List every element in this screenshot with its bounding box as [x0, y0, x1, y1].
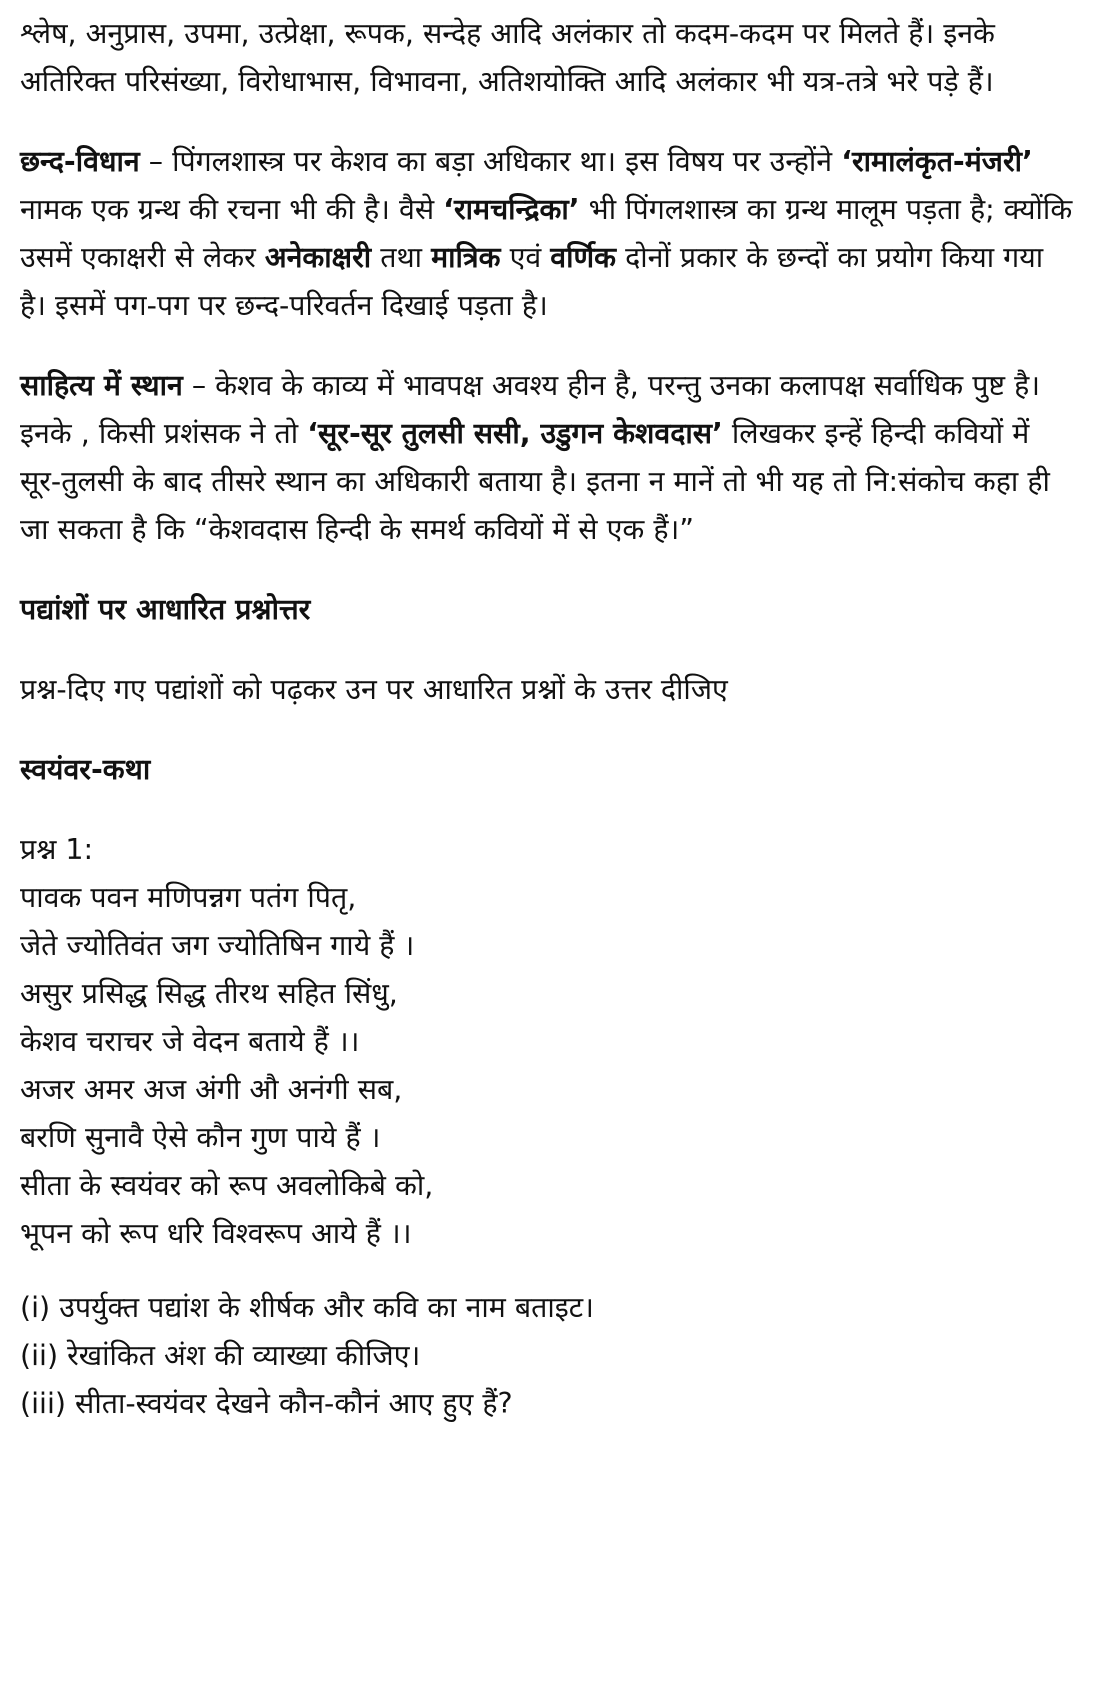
chhand-vidhan-heading: छन्द-विधान [20, 145, 140, 178]
section-heading: पद्यांशों पर आधारित प्रश्नोत्तर [20, 593, 311, 626]
sub-heading: स्वयंवर-कथा [20, 753, 151, 786]
ramchandrika-title: ‘रामचन्द्रिका’ [443, 193, 580, 226]
ramalankrit-manjari-title: ‘रामालंकृत-मंजरी’ [841, 145, 1033, 178]
matrik-term: मात्रिक [431, 241, 501, 274]
verse-block [20, 874, 1073, 1258]
verse-line: बरणि सुनावै ऐसे कौन गुण पाये हैं । [20, 1121, 381, 1154]
verse-line: जेते ज्योतिवंत जग ज्योतिषिन गाये हैं । [20, 929, 415, 962]
varnik-term: वर्णिक [550, 241, 617, 274]
question-item: (ii) रेखांकित अंश की व्याख्या कीजिए। [20, 1339, 421, 1372]
verse-line: असुर प्रसिद्ध सिद्ध तीरथ सहित सिंधु, [20, 977, 398, 1010]
intro-paragraph: श्लेष, अनुप्रास, उपमा, उत्प्रेक्षा, रूपक, सन्देह आदि अलंकार तो कदम-कदम पर मिलते हैं। इनके अतिरिक्त परिसंख्या, विरोधाभास, विभावना, अतिशयोक्ति आदि अलंकार भी यत्र-तत्रे भरे पड़े हैं। [20, 17, 995, 98]
question-item: (iii) सीता-स्वयंवर देखने कौन-कौनं आए हुए हैं? [20, 1387, 513, 1420]
sahitya-sthan-heading: साहित्य में स्थान [20, 369, 183, 402]
anekakshari-term: अनेकाक्षरी [264, 241, 372, 274]
quote-sur-tulsi: ‘सूर-सूर तुलसी ससी, उडुगन केशवदास’ [307, 417, 723, 450]
verse-line: सीता के स्वयंवर को रूप अवलोकिबे को, [20, 1169, 434, 1202]
verse-line: भूपन को रूप धरि विश्वरूप आये हैं ।। [20, 1217, 412, 1250]
question-label: प्रश्न 1: [20, 833, 94, 866]
verse-line: अजर अमर अज अंगी औ अनंगी सब, [20, 1073, 403, 1106]
question-list [20, 1284, 1073, 1428]
instruction-text: प्रश्न-दिए गए पद्यांशों को पढ़कर उन पर आधारित प्रश्नों के उत्तर दीजिए [20, 673, 728, 706]
verse-line: पावक पवन मणिपन्नग पतंग पितृ, [20, 881, 357, 914]
verse-line: केशव चराचर जे वेदन बताये हैं ।। [20, 1025, 360, 1058]
chhand-vidhan-paragraph: छन्द-विधान – पिंगलशास्त्र पर केशव का बड़ा अधिकार था। इस विषय पर उन्होंने ‘रामालंकृत-मंजरी’ नामक एक ग्रन्थ की रचना भी की है। वैसे ‘रामचन्द्रिका’ भी पिंगलशास्त्र का ग्रन्थ मालूम पड़ता है; क्योंकि उसमें एकाक्षरी से लेकर अनेकाक्षरी तथा मात्रिक एवं वर्णिक दोनों प्रकार के छन्दों का प्रयोग किया गया है। इसमें पग-पग पर छन्द-परिवर्तन दिखाई पड़ता है। [20, 145, 1073, 322]
sahitya-sthan-paragraph: साहित्य में स्थान – केशव के काव्य में भावपक्ष अवश्य हीन है, परन्तु उनका कलापक्ष सर्वाधिक पुष्ट है। इनके , किसी प्रशंसक ने तो ‘सूर-सूर तुलसी ससी, उडुगन केशवदास’ लिखकर इन्हें हिन्दी कवियों में सूर-तुलसी के बाद तीसरे स्थान का अधिकारी बताया है। इतना न मानें तो भी यह तो नि:संकोच कहा ही जा सकता है कि “केशवदास हिन्दी के समर्थ कवियों में से एक हैं।” [20, 369, 1050, 546]
question-item: (i) उपर्युक्त पद्यांश के शीर्षक और कवि का नाम बताइट। [20, 1291, 594, 1324]
